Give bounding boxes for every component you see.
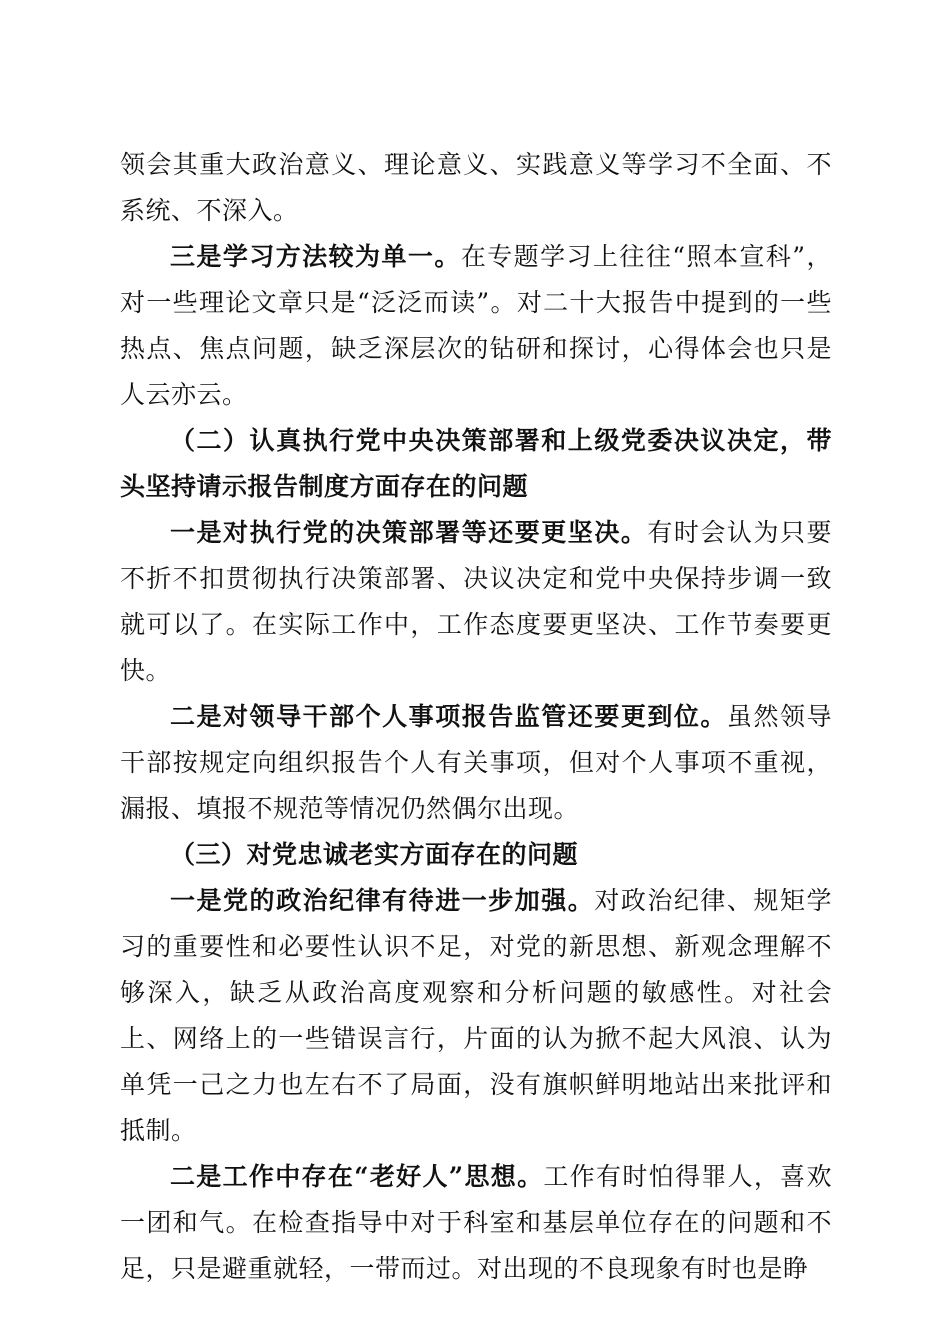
paragraph-text: 领会其重大政治意义、理论意义、实践意义等学习不全面、不系统、不深入。 [120,150,832,225]
paragraph-text: 有时会认为只要不折不扣贯彻执行决策部署、决议决定和党中央保持步调一致就可以了。在实际工作中，工作态度要更坚决、工作节奏要更快。 [120,518,832,685]
paragraph-execution [120,510,832,694]
paragraph-study-method [120,234,832,418]
paragraph-nice-guy [120,1154,832,1292]
section-heading-2 [120,418,832,510]
document-page [120,142,832,1292]
paragraph-lead: 一是对执行党的决策部署等还要更坚决。 [170,518,648,547]
paragraph-text: 对政治纪律、规矩学习的重要性和必要性认识不足，对党的新思想、新观念理解不够深入，缺乏从政治高度观察和分析问题的敏感性。对社会上、网络上的一些错误言行，片面的认为掀不起大风浪、认为单凭一己之力也左右不了局面，没有旗帜鲜明地站出来批评和抵制。 [120,886,832,1145]
paragraph-lead: 二是工作中存在“老好人”思想。 [170,1162,544,1191]
paragraph-discipline [120,878,832,1154]
paragraph-text: 虽然领导干部按规定向组织报告个人有关事项，但对个人事项不重视，漏报、填报不规范等情况仍然偶尔出现。 [120,702,832,823]
paragraph-personal-matters [120,694,832,832]
paragraph-continuation [120,142,832,234]
section-heading-text: （二）认真执行党中央决策部署和上级党委决议决定，带头坚持请示报告制度方面存在的问题 [120,426,832,501]
paragraph-lead: 三是学习方法较为单一。 [170,242,461,271]
paragraph-lead: 二是对领导干部个人事项报告监管还要更到位。 [170,702,727,731]
paragraph-text: 在专题学习上往往“照本宣科”，对一些理论文章只是“泛泛而读”。对二十大报告中提到的一些热点、焦点问题，缺乏深层次的钻研和探讨，心得体会也只是人云亦云。 [120,242,832,409]
section-heading-3 [120,832,832,878]
paragraph-text: 工作有时怕得罪人，喜欢一团和气。在检查指导中对于科室和基层单位存在的问题和不足，只是避重就轻，一带而过。对出现的不良现象有时也是睁 [120,1162,832,1283]
section-heading-text: （三）对党忠诚老实方面存在的问题 [170,840,579,869]
paragraph-lead: 一是党的政治纪律有待进一步加强。 [170,886,595,915]
